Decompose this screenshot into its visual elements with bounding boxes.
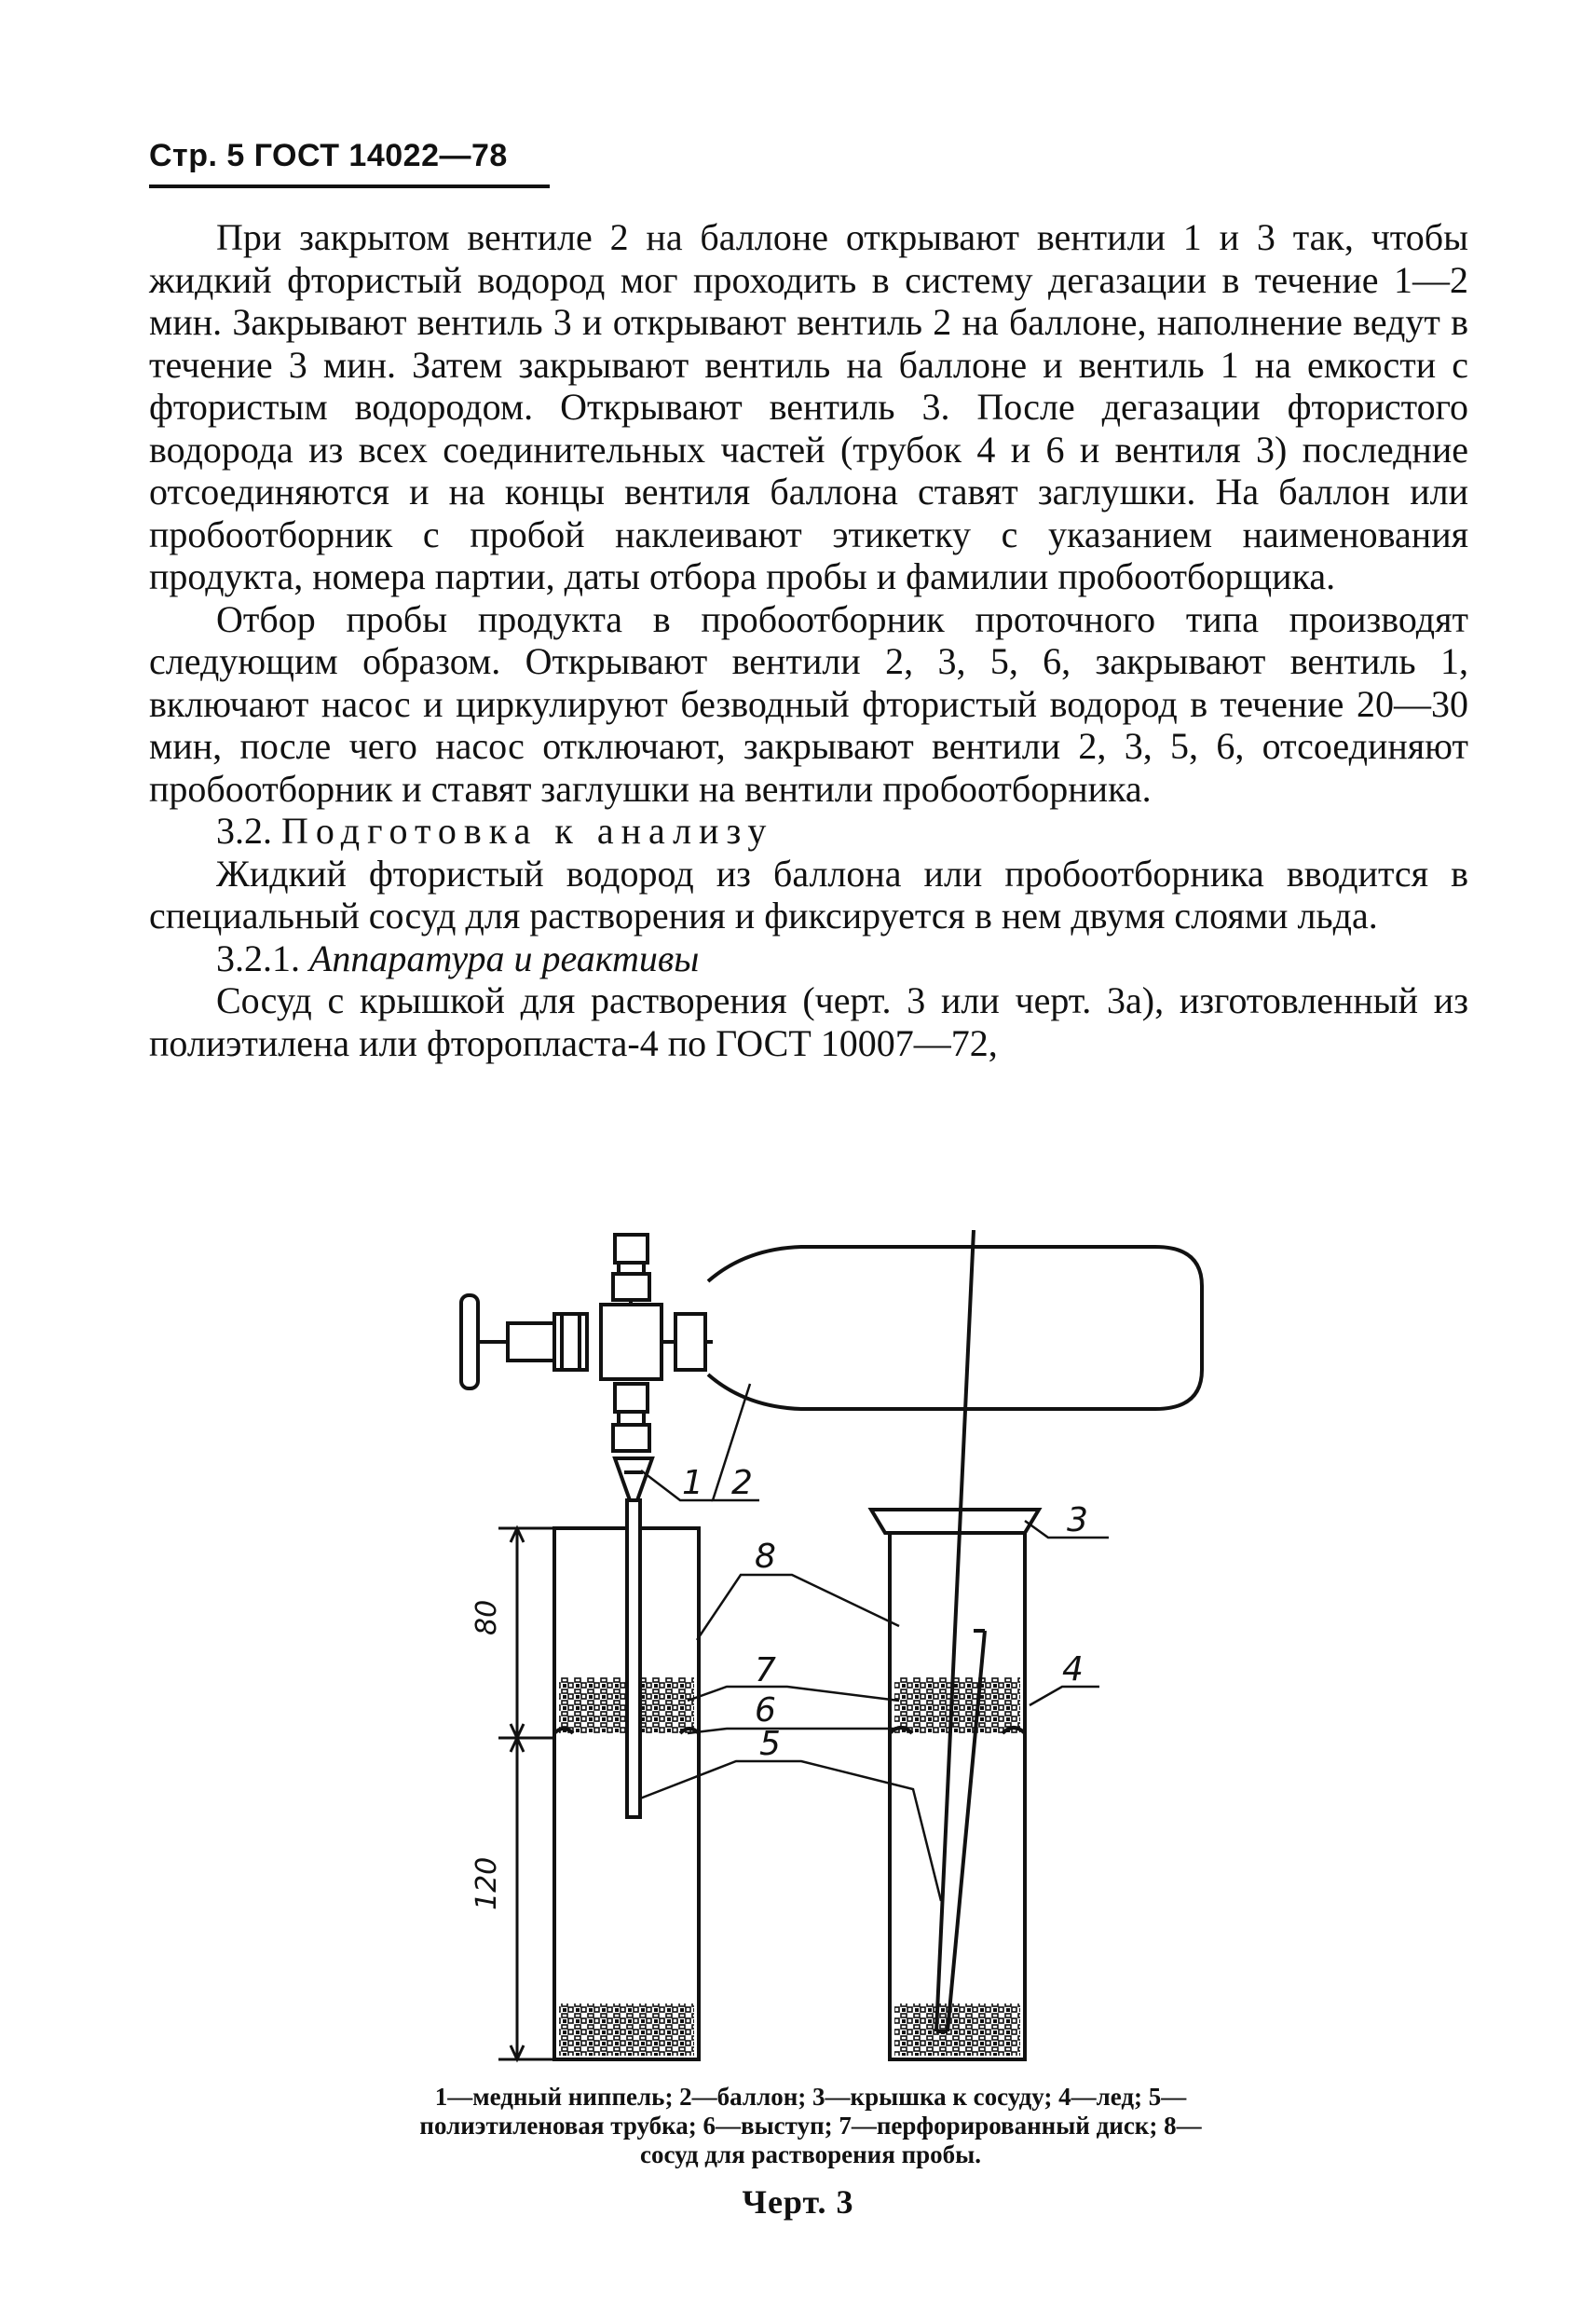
section-number: 3.2. [216, 810, 272, 852]
subsection-number: 3.2.1. [216, 937, 300, 979]
standard-number: ГОСТ 14022—78 [253, 138, 508, 173]
label-1: 1 [682, 1464, 703, 1502]
dimension-80: 80 [471, 1599, 503, 1635]
paragraph-2: Отбор пробы продукта в пробоотборник проточного типа производят следующим образом. Открывают вентили 2, 3, 5, 6, закрывают вентиль 1, включают насос и циркулируют безводный фтористый водород в течение 20—30 мин, после чего насос отключают, закрывают вентили 2, 3, 5, 6, отсоединяют пробоотборник и ставят заглушки на вентили пробоотборника. [149, 597, 1468, 810]
apparatus-diagram [391, 1230, 1323, 2078]
label-3: 3 [1067, 1501, 1088, 1539]
header-rule [149, 185, 550, 188]
label-8: 8 [755, 1538, 776, 1576]
label-5: 5 [759, 1725, 781, 1763]
cylinder [708, 1247, 1202, 1409]
label-2: 2 [731, 1464, 753, 1502]
section-title: Подготовка к анализу [281, 810, 774, 852]
paragraph-4: Сосуд с крышкой для растворения (черт. 3 или черт. 3а), изготовленный из полиэтилена или фторопласта-4 по ГОСТ 10007—72, [149, 979, 1468, 1064]
label-7: 7 [755, 1651, 776, 1689]
subsection-title: Аппаратура и реактивы [309, 937, 700, 979]
dimension-lines [498, 1528, 554, 2059]
paragraph-3: Жидкий фтористый водород из баллона или пробоотборника вводится в специальный сосуд для растворения и фиксируется в нем двумя слоями льда. [149, 852, 1468, 937]
section-heading [149, 810, 1468, 853]
page-number: Стр. 5 [149, 138, 245, 173]
vessel-right [871, 1230, 1039, 2059]
label-4: 4 [1062, 1650, 1084, 1689]
valve-assembly [461, 1235, 713, 1500]
body-text [149, 216, 1468, 1064]
figure-title: Черт. 3 [742, 2183, 854, 2221]
vessel-left [554, 1500, 699, 2059]
dimension-120: 120 [471, 1856, 503, 1910]
figure-3 [391, 1230, 1323, 2078]
paragraph-1: При закрытом вентиле 2 на баллоне открывают вентили 1 и 3 так, чтобы жидкий фтористый водород мог проходить в систему дегазации в течение 1—2 мин. Закрывают вентиль 3 и открывают вентиль 2 на баллоне, наполнение ведут в течение 3 мин. Затем закрывают вентиль на баллоне и вентиль 1 на емкости с фтористым водородом. Открывают вентиль 3. После дегазации фтористого водорода из всех соединительных частей (трубок 4 и 6 и вентиля 3) последние отсоединяются и на концы вентиля баллона ставят заглушки. На баллон или пробоотборник с пробой наклеивают этикетку с указанием наименования продукта, номера партии, даты отбора пробы и фамилии пробоотборщика. [149, 216, 1468, 597]
figure-caption: 1—медный ниппель; 2—баллон; 3—крышка к сосуду; 4—лед; 5—полиэтиленовая трубка; 6—выступ; 7—перфорированный диск; 8—сосуд для растворения пробы. [419, 2083, 1202, 2168]
page-header [149, 138, 508, 174]
subsection-heading [149, 937, 1468, 980]
label-6: 6 [755, 1691, 776, 1730]
leader-lines [640, 1384, 1109, 1901]
